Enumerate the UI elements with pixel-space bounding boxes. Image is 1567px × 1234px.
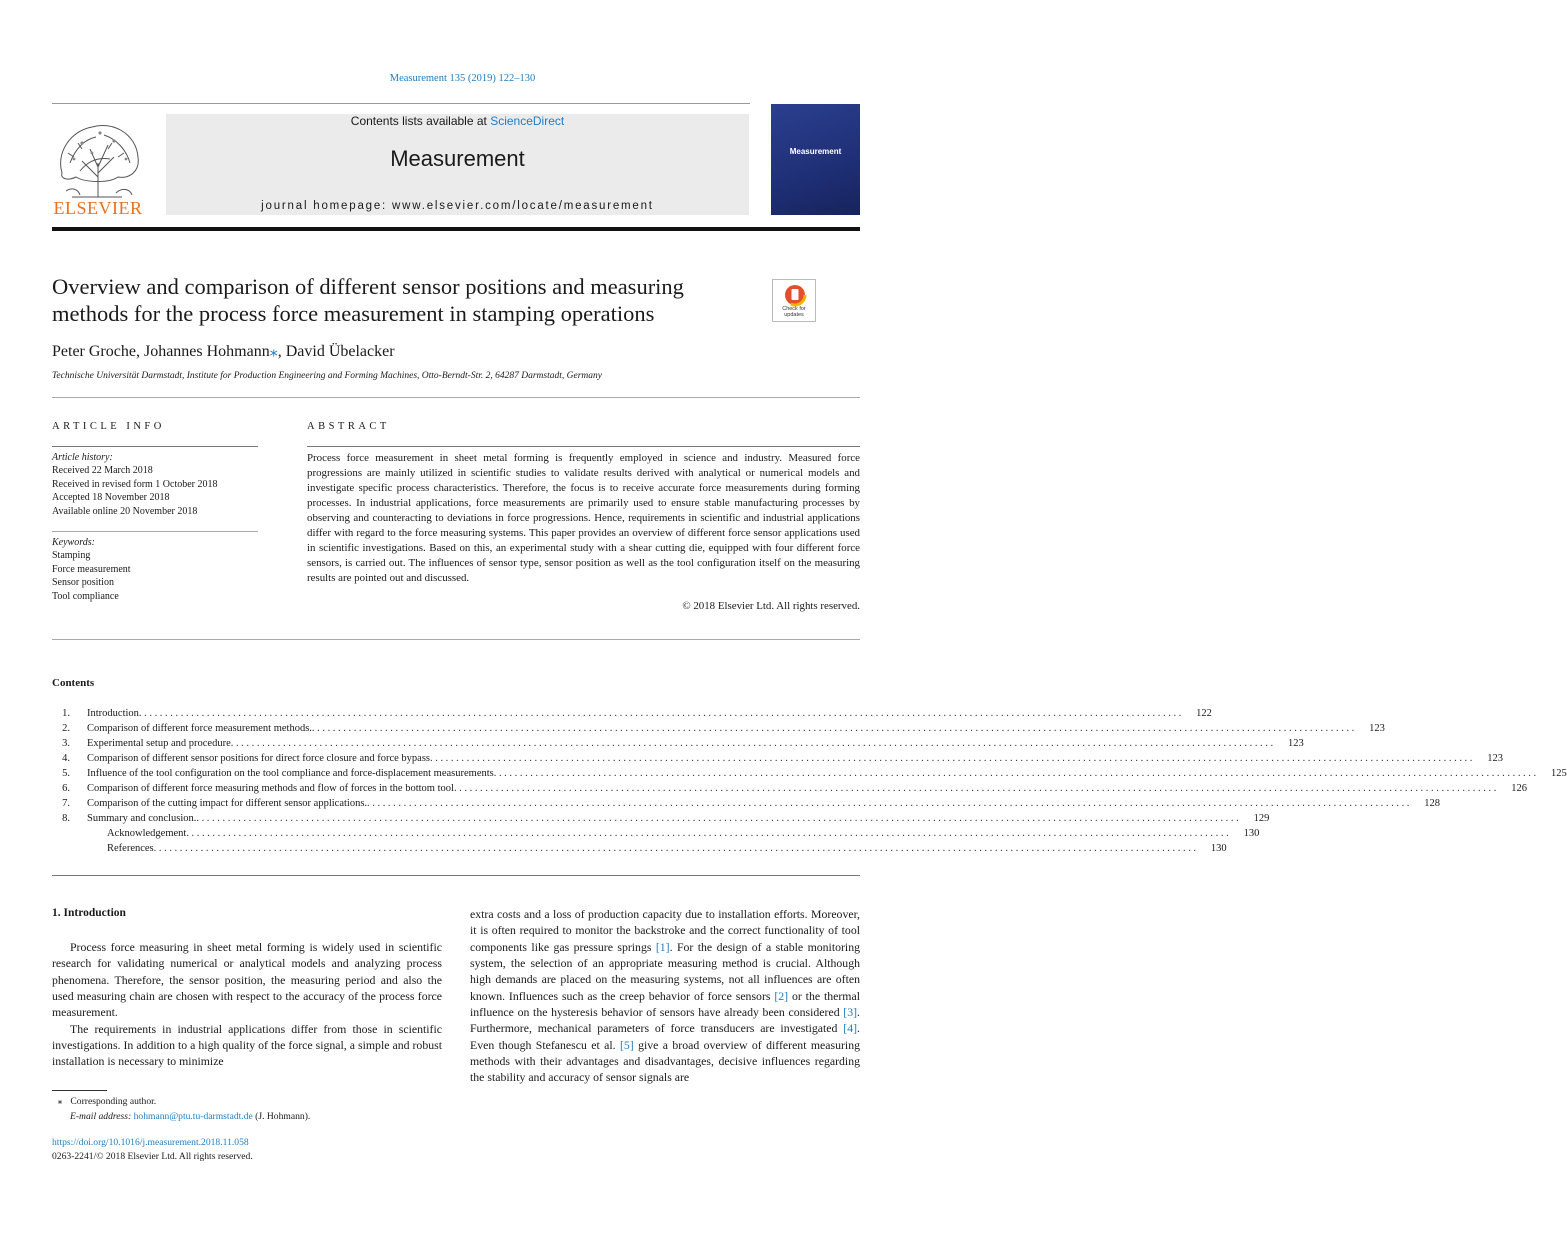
keyword: Tool compliance: [52, 590, 119, 602]
cover-title: Measurement: [789, 147, 842, 156]
toc-entry[interactable]: [52, 796, 1441, 811]
toc-number: 7.: [62, 798, 70, 809]
contents-end-rule: [52, 875, 860, 876]
body-text: give a broad overview of different measuring methods with their advantages and disadvantages, decisive influences regarding the stability and accuracy of sensor signals are: [470, 1037, 860, 1085]
article-history: [52, 451, 218, 518]
toc-entry[interactable]: [52, 751, 1503, 766]
history-received: Received 22 March 2018: [52, 465, 153, 477]
paper-title: Overview and comparison of different sensor positions and measuring methods for the process force measurement in stamping operations: [52, 274, 684, 326]
journal-cover-image[interactable]: [771, 104, 860, 215]
toc-entry[interactable]: [52, 766, 1567, 781]
body-text: or the thermal influence on the hysteresis behavior of sensors have already been considered: [470, 988, 860, 1020]
corresponding-note: [52, 1094, 452, 1109]
toc-number: 6.: [62, 783, 70, 794]
table-of-contents: [52, 706, 1567, 856]
toc-leader: ........................................................................................................................................................................................................: [138, 708, 1184, 719]
toc-leader: ........................................................................................................................................................................................................: [430, 753, 1475, 764]
article-info-rule: [52, 446, 258, 447]
toc-number: 5.: [62, 768, 70, 779]
body-paragraph: Process force measuring in sheet metal forming is widely used in scientific research for validating numerical or analytical models and analyzing process phenomena. Therefore, the sensor position, the measuring period and also the used measuring chain are chosen with respect to the accuracy of the process force measurement.: [52, 940, 442, 1020]
authors-primary: Peter Groche, Johannes Hohmann: [52, 343, 270, 360]
toc-page: 126: [1511, 783, 1527, 794]
check-updates-icon: [773, 280, 817, 308]
contents-available-line: [166, 114, 749, 128]
abstract-rule: [307, 446, 860, 447]
email-note: [52, 1109, 452, 1124]
toc-leader: ........................................................................................................................................................................................................: [230, 738, 1276, 749]
toc-title: References: [107, 843, 154, 854]
abstract-end-rule: [52, 639, 860, 640]
keywords-rule: [52, 531, 258, 532]
citation-link[interactable]: [1]: [655, 939, 670, 954]
header-rule: [52, 103, 750, 104]
toc-leader: ........................................................................................................................................................................................................: [186, 828, 1232, 839]
toc-page: 130: [1243, 828, 1260, 839]
toc-entry[interactable]: [52, 706, 1212, 721]
toc-title: Influence of the tool configuration on the tool compliance and force-displacement measurements: [87, 768, 494, 779]
toc-entry[interactable]: [52, 826, 1260, 841]
toc-page: 125: [1550, 768, 1567, 779]
toc-leader: ........................................................................................................................................................................................................: [367, 798, 1413, 809]
toc-number: [52, 826, 70, 841]
toc-title: Comparison of different sensor positions for direct force closure and force bypass: [87, 753, 430, 764]
article-info-heading: ARTICLE INFO: [52, 421, 165, 432]
contents-prefix: Contents lists available at: [350, 114, 491, 128]
toc-leader: ........................................................................................................................................................................................................: [311, 723, 1357, 734]
body-paragraph: The requirements in industrial applications differ from those in scientific investigations. In addition to a high quality of the force signal, a simple and robust installation is necessary to minimize: [52, 1021, 442, 1069]
affiliation-rule: [52, 397, 860, 398]
toc-leader: ........................................................................................................................................................................................................: [196, 813, 1242, 824]
toc-title: Summary and conclusion.: [87, 813, 197, 824]
citation-link[interactable]: [2]: [774, 988, 789, 1003]
journal-homepage[interactable]: journal homepage: www.elsevier.com/locate/measurement: [261, 200, 654, 212]
doi-link[interactable]: https://doi.org/10.1016/j.measurement.2018.11.058: [52, 1137, 249, 1148]
issn-line: 0263-2241/© 2018 Elsevier Ltd. All rights reserved.: [52, 1151, 253, 1162]
keyword: Stamping: [52, 550, 91, 562]
section-heading: 1. Introduction: [52, 907, 126, 919]
toc-entry[interactable]: [52, 781, 1527, 796]
history-revised: Received in revised form 1 October 2018: [52, 478, 218, 490]
toc-number: 1.: [62, 708, 70, 719]
keywords-label: Keywords:: [52, 537, 95, 548]
toc-page: 130: [1210, 843, 1227, 854]
contents-heading: Contents: [52, 677, 95, 689]
body-text: extra costs and a loss of production capacity due to installation efforts. Moreover, it is often required to monitor the backstroke and the correct functionality of tool components like gas pressure springs: [470, 907, 860, 954]
toc-title: Comparison of different force measurement methods.: [87, 723, 312, 734]
toc-number: 3.: [62, 738, 70, 749]
toc-title: Comparison of the cutting impact for different sensor applications.: [87, 798, 368, 809]
keywords: [52, 536, 131, 603]
email-label: E-mail address:: [70, 1111, 132, 1122]
email-suffix: (J. Hohmann).: [252, 1111, 311, 1122]
toc-title: Comparison of different force measuring methods and flow of forces in the bottom tool: [87, 783, 454, 794]
history-label: Article history:: [52, 452, 113, 463]
footnote: [52, 1094, 452, 1124]
toc-page: 122: [1196, 708, 1212, 719]
toc-page: 123: [1487, 753, 1503, 764]
body-text: . Even though Stefanescu et al.: [470, 1021, 860, 1052]
journal-title: Measurement: [390, 146, 525, 171]
toc-page: 123: [1369, 723, 1385, 734]
toc-number: [52, 841, 70, 856]
authors-secondary: , David Übelacker: [277, 343, 395, 360]
affiliation: Technische Universität Darmstadt, Institute for Production Engineering and Forming Machines, Otto-Berndt-Str. 2, 64287 Darmstadt, Germany: [52, 371, 602, 381]
corresponding-author-mark[interactable]: ⁎: [269, 343, 278, 360]
keyword: Sensor position: [52, 577, 114, 589]
history-online: Available online 20 November 2018: [52, 505, 198, 517]
toc-number: 8.: [62, 813, 70, 824]
toc-leader: ........................................................................................................................................................................................................: [493, 768, 1539, 779]
toc-page: 128: [1424, 798, 1441, 809]
toc-leader: ........................................................................................................................................................................................................: [453, 783, 1499, 794]
abstract-text: Process force measurement in sheet metal forming is frequently employed in science and industry. Measured force progressions are mainly utilized in scientific studies to validate results derived with analytical or numerical models and investigate specific process characteristics. Therefore, the focus is to receive accurate force measurements during forming processes. In industrial applications, force measurements are primarily used to ensure stable manufacturing processes by observing and counteracting to deviations in force progressions. Hence, requirements in scientific and industrial applications differ with regard to the force measuring systems. This paper provides an overview of different force sensor applications used in scientific investigations. Based on this, an experimental study with a shear cutting die, equipped with four different force sensors, is carried out. The influences of sensor type, sensor position as well as the tool configuration itself on the measuring results are pointed out and discussed.: [307, 452, 860, 584]
toc-leader: ........................................................................................................................................................................................................: [153, 843, 1199, 854]
keyword: Force measurement: [52, 563, 131, 575]
abstract-copyright: © 2018 Elsevier Ltd. All rights reserved.: [682, 600, 860, 612]
toc-entry[interactable]: [52, 721, 1385, 736]
elsevier-wordmark: ELSEVIER: [53, 198, 143, 218]
email-link[interactable]: hohmann@ptu.tu-darmstadt.de: [133, 1111, 253, 1122]
toc-entry[interactable]: [52, 736, 1304, 751]
history-accepted: Accepted 18 November 2018: [52, 492, 170, 504]
left-column: [52, 939, 442, 1070]
doi-block: [52, 1136, 253, 1164]
right-column: [470, 906, 860, 1086]
corresponding-label: Corresponding author.: [70, 1096, 157, 1107]
citation-link[interactable]: [5]: [619, 1037, 634, 1052]
toc-title: Experimental setup and procedure: [87, 738, 231, 749]
body-paragraph: [470, 906, 860, 1086]
citation-link[interactable]: [3]: [843, 1005, 858, 1020]
header-thick-rule: [52, 227, 860, 231]
body-text: . Furthermore, mechanical parameters of force transducers are investigated: [470, 1005, 860, 1036]
toc-number: 2.: [62, 723, 70, 734]
toc-title: Acknowledgement: [107, 828, 187, 839]
footnote-mark: ⁎: [57, 1096, 63, 1107]
toc-page: 123: [1287, 738, 1304, 749]
footnote-rule: [52, 1090, 107, 1091]
citation-link[interactable]: [4]: [843, 1021, 858, 1036]
toc-title: Introduction: [87, 708, 139, 719]
sciencedirect-link[interactable]: ScienceDirect: [490, 114, 565, 128]
toc-entry[interactable]: [52, 841, 1227, 856]
toc-entry[interactable]: [52, 811, 1270, 826]
toc-number: 4.: [62, 753, 70, 764]
check-updates-label: Check for updates: [782, 306, 806, 318]
abstract-heading: ABSTRACT: [307, 421, 390, 432]
toc-page: 129: [1253, 813, 1270, 824]
author-list: [52, 341, 395, 361]
journal-citation[interactable]: Measurement 135 (2019) 122–130: [389, 73, 536, 84]
body-text: . For the design of a stable monitoring system, the selection of an appropriate measuring method is crucial. Although high demands are placed on the measuring systems, not all influences are often known. Influences such as the creep behavior of force sensors: [470, 939, 861, 1003]
